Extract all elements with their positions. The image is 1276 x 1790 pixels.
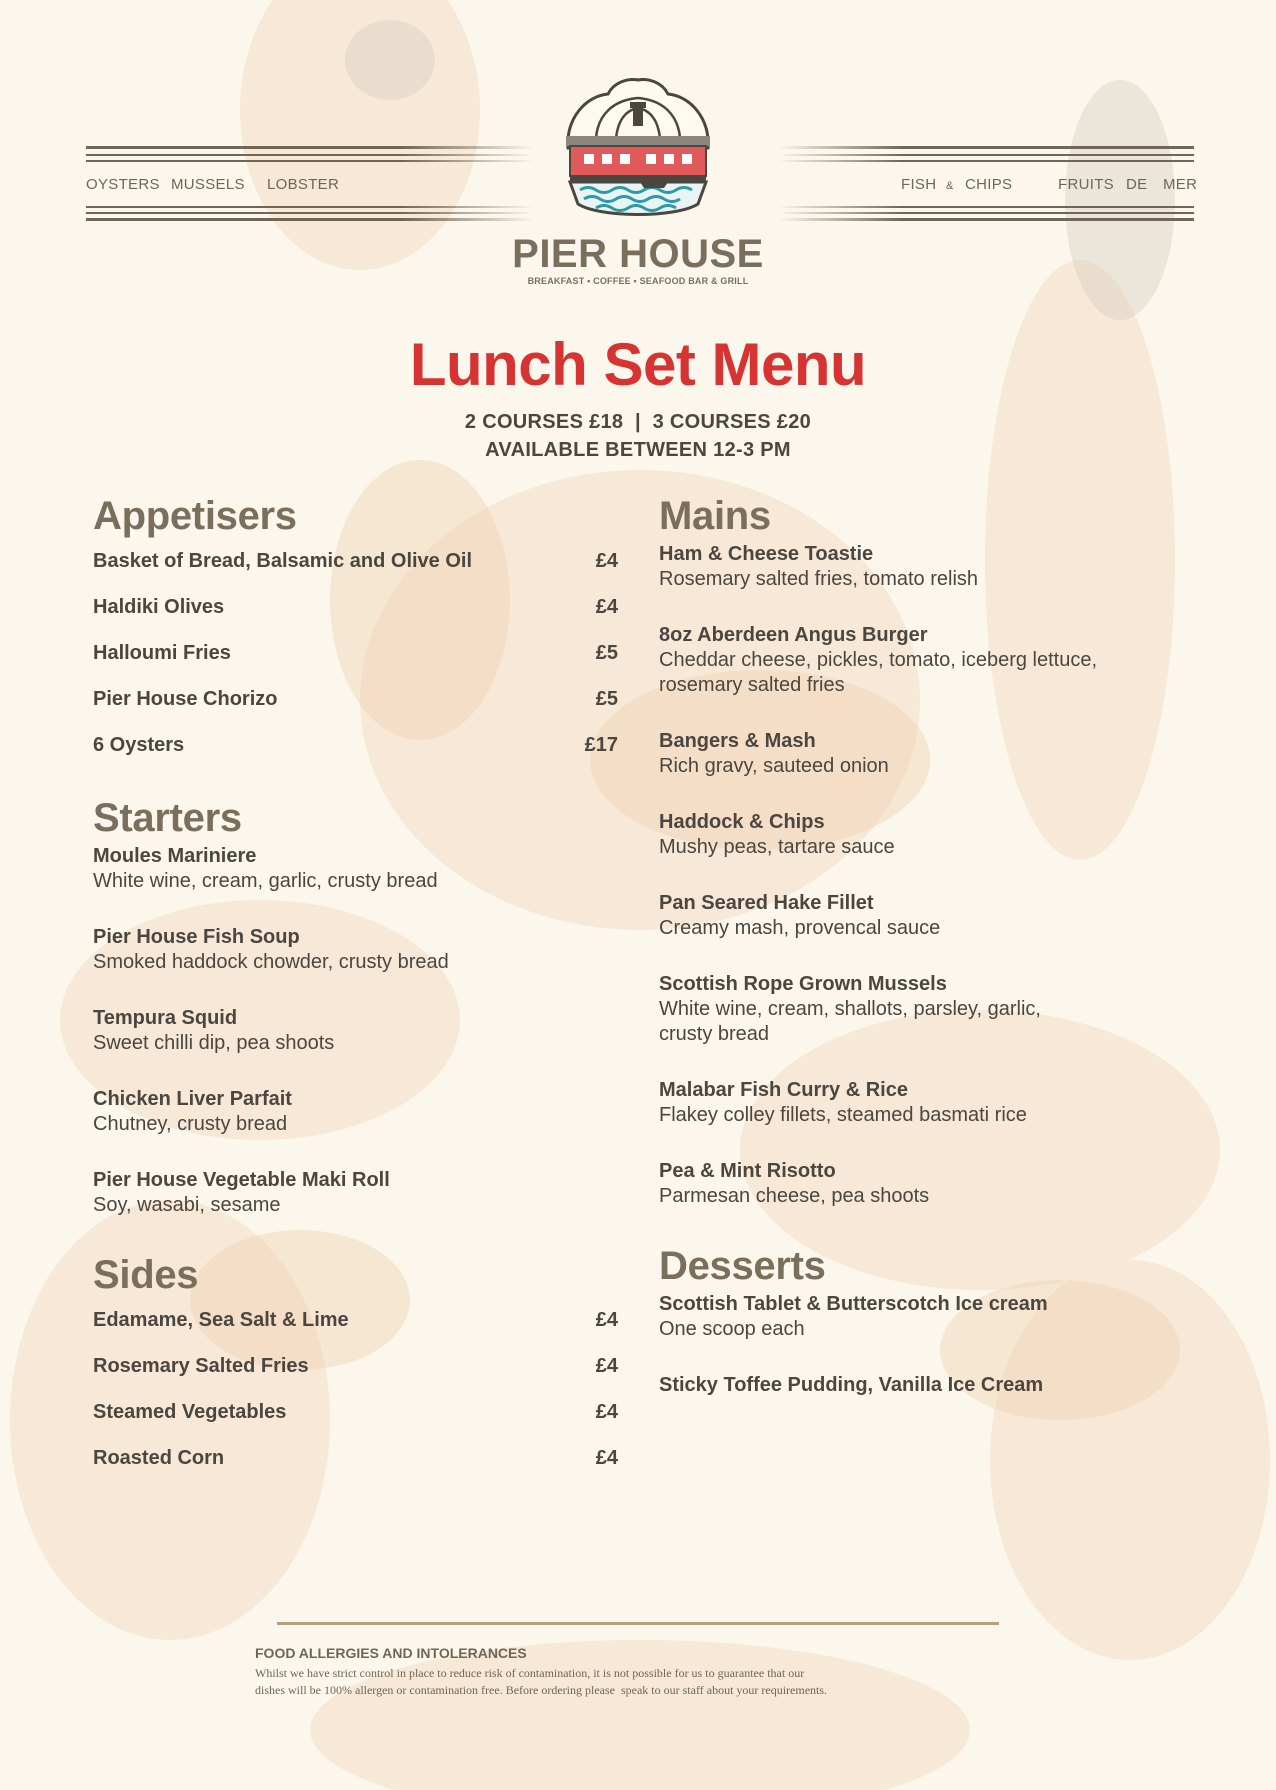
dish-name: Bangers & Mash — [659, 730, 816, 752]
header-band-left — [86, 146, 534, 220]
dish-description: Mushy peas, tartare sauce — [659, 836, 895, 858]
item-price: £4 — [595, 550, 618, 572]
item-name: Pier House Chorizo — [93, 688, 278, 710]
section-heading-desserts: Desserts — [659, 1244, 826, 1288]
list-item — [659, 891, 1179, 941]
item-price: £4 — [595, 596, 618, 618]
dish-description: Rich gravy, sauteed onion — [659, 755, 889, 777]
nav-word-chips: CHIPS — [965, 176, 1013, 193]
item-name: Haldiki Olives — [93, 596, 225, 618]
dish-description: Sweet chilli dip, pea shoots — [93, 1032, 335, 1054]
brand-name: PIER HOUSE — [512, 232, 764, 276]
list-item — [659, 972, 1179, 1047]
list-item — [659, 1292, 1179, 1342]
dish-name: Pea & Mint Risotto — [659, 1160, 836, 1182]
list-item — [93, 1441, 618, 1487]
dish-name: 8oz Aberdeen Angus Burger — [659, 624, 928, 646]
list-item — [93, 1349, 618, 1395]
list-item — [659, 542, 1179, 592]
item-price: £5 — [595, 642, 618, 664]
dish-description: White wine, cream, garlic, crusty bread — [93, 870, 438, 892]
item-name: Halloumi Fries — [93, 642, 231, 664]
item-name: Roasted Corn — [93, 1447, 225, 1469]
nav-word-de: DE — [1126, 176, 1148, 193]
nav-word-oysters: OYSTERS — [86, 176, 160, 193]
list-item — [93, 925, 618, 975]
nav-word-fish: FISH — [901, 176, 937, 193]
list-item — [93, 1168, 618, 1218]
list-item — [93, 590, 618, 636]
dish-description: Soy, wasabi, sesame — [93, 1194, 281, 1216]
item-name: Steamed Vegetables — [93, 1401, 287, 1423]
dish-name: Malabar Fish Curry & Rice — [659, 1079, 908, 1101]
list-item — [93, 544, 618, 590]
list-item — [659, 729, 1179, 779]
nav-word-lobster: LOBSTER — [267, 176, 340, 193]
list-item — [93, 1303, 618, 1349]
appetisers-list — [93, 544, 618, 774]
allergy-notice-line: dishes will be 100% allergen or contamination free. Before ordering please speak to our staff about your requirements. — [255, 1683, 828, 1697]
dish-name: Sticky Toffee Pudding, Vanilla Ice Cream — [659, 1374, 1044, 1396]
allergy-notice — [255, 1665, 1015, 1699]
pier-house-logo — [556, 78, 720, 226]
footer-divider — [277, 1622, 999, 1625]
item-price: £17 — [584, 734, 618, 756]
dish-name: Moules Mariniere — [93, 845, 257, 867]
dish-name: Scottish Rope Grown Mussels — [659, 973, 947, 995]
item-price: £5 — [595, 688, 618, 710]
item-name: 6 Oysters — [93, 734, 185, 756]
dish-description: Flakey colley fillets, steamed basmati rice — [659, 1104, 1027, 1126]
section-heading-mains: Mains — [659, 494, 771, 538]
brand-tagline: BREAKFAST • COFFEE • SEAFOOD BAR & GRILL — [527, 276, 749, 286]
dish-name: Pan Seared Hake Fillet — [659, 892, 874, 914]
dish-description: One scoop each — [659, 1318, 805, 1340]
list-item — [93, 728, 618, 774]
item-price: £4 — [595, 1355, 618, 1377]
dish-description: Parmesan cheese, pea shoots — [659, 1185, 930, 1207]
item-price: £4 — [595, 1447, 618, 1469]
dish-name: Pier House Fish Soup — [93, 926, 300, 948]
list-item — [93, 1087, 618, 1137]
section-heading-appetisers: Appetisers — [93, 494, 297, 538]
nav-word-mussels: MUSSELS — [171, 176, 245, 193]
item-price: £4 — [595, 1309, 618, 1331]
header-band-right — [778, 146, 1198, 220]
dish-description: Cheddar cheese, pickles, tomato, iceberg lettuce, rosemary salted fries — [659, 649, 1098, 696]
nav-word-mer: MER — [1163, 176, 1198, 193]
list-item — [93, 682, 618, 728]
section-heading-starters: Starters — [93, 796, 242, 840]
starters-list — [93, 844, 618, 1218]
item-name: Basket of Bread, Balsamic and Olive Oil — [93, 550, 473, 572]
dish-description: Smoked haddock chowder, crusty bread — [93, 951, 449, 973]
list-item — [659, 623, 1179, 698]
item-price: £4 — [595, 1401, 618, 1423]
dish-name: Chicken Liver Parfait — [93, 1088, 292, 1110]
nav-word-ampersand: & — [946, 180, 954, 192]
dish-name: Scottish Tablet & Butterscotch Ice cream — [659, 1293, 1048, 1315]
dish-name: Pier House Vegetable Maki Roll — [93, 1169, 390, 1191]
list-item — [659, 810, 1179, 860]
desserts-list — [659, 1292, 1179, 1398]
allergy-notice-line: Whilst we have strict control in place to reduce risk of contamination, it is not possible for us to guarantee that our — [255, 1666, 805, 1680]
nav-word-fruits: FRUITS — [1058, 176, 1114, 193]
item-name: Edamame, Sea Salt & Lime — [93, 1309, 349, 1331]
dish-name: Ham & Cheese Toastie — [659, 543, 874, 565]
dish-description: Rosemary salted fries, tomato relish — [659, 568, 979, 590]
dish-description: White wine, cream, shallots, parsley, garlic, crusty bread — [659, 998, 1041, 1045]
list-item — [659, 1078, 1179, 1128]
menu-pricing: 2 COURSES £18 | 3 COURSES £20 — [464, 411, 812, 433]
dish-name: Haddock & Chips — [659, 811, 825, 833]
dish-description: Creamy mash, provencal sauce — [659, 917, 941, 939]
list-item — [93, 844, 618, 894]
dish-description: Chutney, crusty bread — [93, 1113, 288, 1135]
list-item — [93, 636, 618, 682]
item-name: Rosemary Salted Fries — [93, 1355, 309, 1377]
dish-name: Tempura Squid — [93, 1007, 238, 1029]
menu-availability: AVAILABLE BETWEEN 12-3 PM — [485, 439, 791, 461]
list-item — [659, 1373, 1179, 1398]
list-item — [93, 1006, 618, 1056]
list-item — [93, 1395, 618, 1441]
menu-column-left — [93, 490, 618, 1487]
menu-column-right — [659, 490, 1179, 1429]
menu-title: Lunch Set Menu — [409, 331, 867, 398]
mains-list — [659, 542, 1179, 1209]
sides-list — [93, 1303, 618, 1487]
allergy-heading: FOOD ALLERGIES AND INTOLERANCES — [255, 1645, 527, 1661]
list-item — [659, 1159, 1179, 1209]
section-heading-sides: Sides — [93, 1253, 199, 1297]
